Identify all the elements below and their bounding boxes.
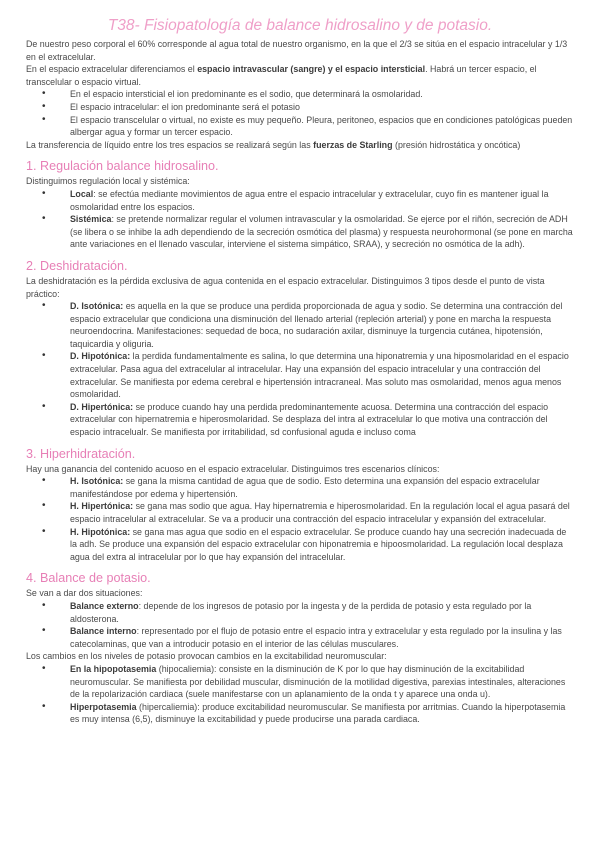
list-item: • D. Hipotónica: la perdida fundamentalmente es salina, lo que determina una hiponatremia y una hiposmolaridad en el espacio extracelular. Pasa agua del extracelular al intracelular. Hay una expansión del espacio intracelular y una contracción del extracelular. Se manifiesta por edema cerebral e hipertensión intracraneal. Mas soluto mas osmolaridad, menos agua menos osmolaridad. — [26, 350, 574, 400]
section-lead: Distinguimos regulación local y sistémica: — [26, 176, 190, 187]
intro-paragraph-1: De nuestro peso corporal el 60% corresponde al agua total de nuestro organismo, en la que el 2/3 se sitúa en el espacio intracelular y 1/3 en el extracelular. — [26, 39, 568, 62]
intro-bullet-list — [26, 88, 574, 138]
section-lead: Se van a dar dos situaciones: — [26, 588, 143, 599]
list-item: • En el espacio intersticial el ion predominante es el sodio, que determinará la osmolaridad. — [26, 88, 574, 101]
potasio-balance-list — [26, 600, 574, 650]
list-item: • En la hipopotasemia (hipocaliemia): consiste en la disminución de K por lo que hay disminución de la excitabilidad neuromuscular. Se manifiesta por debilidad muscular, disminución de la motilidad digestiva, parexias intestinales, alteraciones de la repolarización cardiaca (suele manifestarse con un aplanamiento de la onda t y aparece una onda u). — [26, 663, 574, 701]
section-heading-hiperhidratacion: 3. Hiperhidratación. — [26, 446, 136, 461]
potasio-cambios-list — [26, 663, 574, 726]
section-heading-regulacion: 1. Regulación balance hidrosalino. — [26, 159, 219, 174]
list-item: • Balance externo: depende de los ingresos de potasio por la ingesta y de la perdida de potasio y esta regulado por la aldosterona. — [26, 600, 574, 625]
list-item: • El espacio transcelular o virtual, no existe es muy pequeño. Pleura, peritoneo, espacios que en condiciones patológicas pueden albergar agua y formar un tercer espacio. — [26, 114, 574, 139]
list-item: • D. Hipertónica: se produce cuando hay una perdida predominantemente acuosa. Determina una contracción del espacio extracelular con hipernatremia e hiperosmolaridad. Se desplaza del intra al extracelular lo que motiva una contracción del espacio intracelualr. Se manifiesta por irritabilidad, sd confusional aguda e incluso coma — [26, 401, 574, 439]
list-item: • H. Isotónica: se gana la misma cantidad de agua que de sodio. Esto determina una expansión del espacio extracelular manifestándose por edema y hipertensión. — [26, 475, 574, 500]
hiperhidratacion-list — [26, 475, 574, 563]
bold-term: espacio intravascular (sangre) y el espacio intersticial — [197, 64, 426, 75]
deshidratacion-list — [26, 300, 574, 439]
section-heading-potasio: 4. Balance de potasio. — [26, 571, 151, 586]
list-item: • Local: se efectúa mediante movimientos de agua entre el espacio intracelular y extracelular, cuyo fin es mantener igual la osmolaridad entre los espacios. — [26, 188, 574, 213]
intro-paragraph-2: En el espacio extracelular diferenciamos el espacio intravascular (sangre) y el espacio intersticial. Habrá un tercer espacio, el transcelular o espacio virtual. — [26, 64, 537, 87]
list-item: • Balance interno: representado por el flujo de potasio entre el espacio intra y extracelular y esta regulado por la insulina y las catecolaminas, que van a introducir potasio en el interior de las células musculares. — [26, 625, 574, 650]
document-title: T38- Fisiopatología de balance hidrosalino y de potasio. — [107, 17, 493, 34]
list-item: • D. Isotónica: es aquella en la que se produce una perdida proporcionada de agua y sodio. Se determina una contracción del espacio extracelular que condiciona una disminución del llenado arterial (repleción arterial) y pone en marcha la respuesta neuroendocrina. Manifestaciones: sequedad de boca, no sudaración axilar, disminuye la turgencia cutánea, hipotensión, taquicardia y oliguria. — [26, 300, 574, 350]
bold-term: fuerzas de Starling — [313, 139, 393, 150]
section-lead: Hay una ganancia del contenido acuoso en el espacio extracelular. Distinguimos tres escenarios clínicos: — [26, 463, 440, 474]
intro-paragraph-3: La transferencia de líquido entre los tres espacios se realizará según las fuerzas de Starling (presión hidrostática y oncótica) — [26, 139, 521, 150]
section-lead: Los cambios en los niveles de potasio provocan cambios en la excitabilidad neuromuscular: — [26, 651, 387, 662]
section-lead: La deshidratación es la pérdida exclusiva de agua contenida en el espacio extracelular. Distinguimos 3 tipos desde el punto de vista práctico: — [26, 275, 545, 299]
list-item: • H. Hipotónica: se gana mas agua que sodio en el espacio extracelular. Se produce cuando hay una secreción inadecuada de la adh. Se produce una expansión del espacio extracelular con hiponatremia e hipoosmolaridad. La regulación local desplaza agua del extra al intracelular por lo que hay expansión del intracelular. — [26, 526, 574, 564]
list-item: • El espacio intracelular: el ion predominante será el potasio — [26, 101, 574, 114]
list-item: • Sistémica: se pretende normalizar regular el volumen intravascular y la osmolaridad. Se ejerce por el riñón, secreción de ADH (se libera o se inhibe la adh dependiendo de la secreción osmótica del plasma) y respuesta neurohormonal (se pone en marcha ante variaciones en el llenado vascular, interviene el sistema simpático, SRAA), y secreción no osmótica de la adh). — [26, 213, 574, 251]
list-item: • Hiperpotasemia (hipercaliemia): produce excitabilidad neuromuscular. Se manifiesta por arritmias. Cuando la hiperpotasemia es muy intensa (6,5), disminuye la excitabilidad y puede producirse una parada cardiaca. — [26, 701, 574, 726]
section-heading-deshidratacion: 2. Deshidratación. — [26, 258, 128, 273]
regulacion-list — [26, 188, 574, 251]
list-item: • H. Hipertónica: se gana mas sodio que agua. Hay hipernatremia e hiperosmolaridad. En la regulación local el agua pasará del espacio intracelular al extracelular. Se va a producir una contracción del espacio intracelular y expansión del extracelular. — [26, 500, 574, 525]
